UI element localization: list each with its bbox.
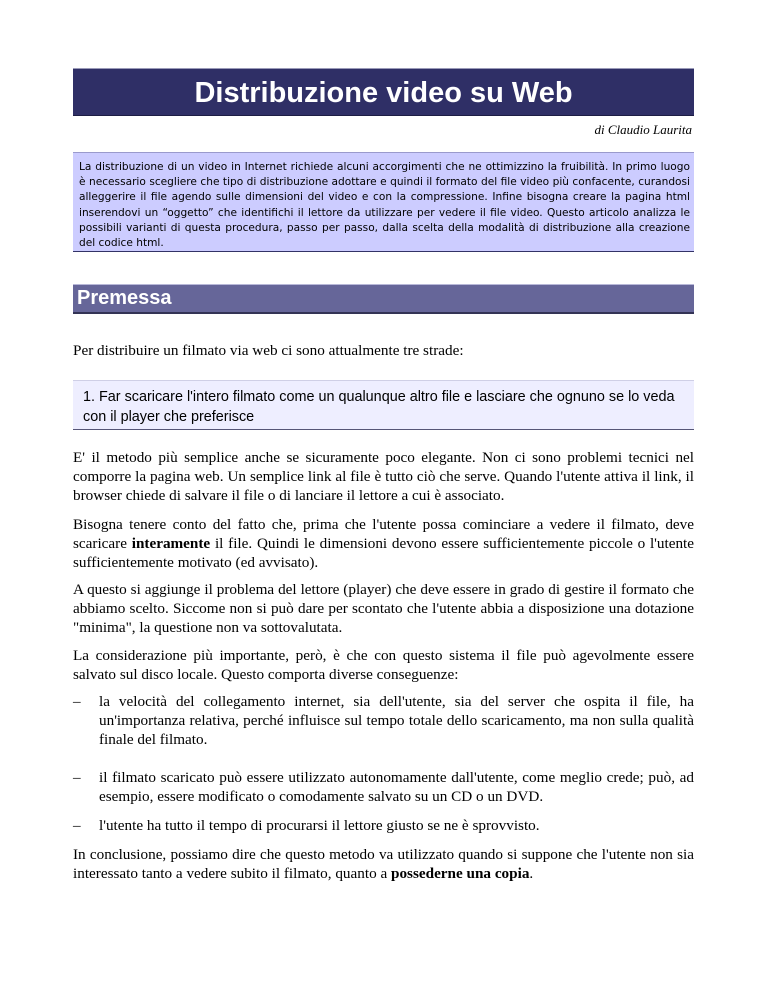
author-byline: di Claudio Laurita (594, 122, 692, 137)
paragraph-text: . (529, 865, 534, 882)
emphasis-text: possederne una copia (391, 865, 530, 882)
paragraph-method-description: E' il metodo più semplice anche se sicuramente poco elegante. Non ci sono problemi tecnici nel comporre la pagina web. Un semplice link al file è tutto ciò che serve. Quando l'utente attiva il link, il browser chiede di salvare il file o di lanciare il lettore a cui è associato. (73, 449, 694, 504)
paragraph-conclusion (73, 845, 694, 883)
paragraph-text: Bisogna tenere conto del fatto che, prima che l'utente possa cominciare a vedere il filmato, deve scaricare (73, 516, 694, 552)
list-item-text: l'utente ha tutto il tempo di procurarsi il lettore giusto se ne è sprovvisto. (99, 817, 540, 834)
abstract-box: La distribuzione di un video in Internet richiede alcuni accorgimenti che ne ottimizzino la fruibilità. In primo luogo è necessario scegliere che tipo di distribuzione adottare e quindi il formato del file video più confacente, curandosi alleggerire il file agendo sulle dimensioni del video e con la compressione. Infine bisogna creare la pagina html inserendovi un “oggetto” che identifichi il lettore da utilizzare per vedere il file video. Questo articolo analizza le possibili varianti di questa procedura, passo per passo, dalla scelta della modalità di distribuzione alla creazione del codice html. (73, 152, 694, 252)
emphasis-text: interamente (131, 535, 211, 552)
method-callout-box: 1. Far scaricare l'intero filmato come un qualunque altro file e lasciare che ognuno se lo veda con il player che preferisce (73, 380, 694, 430)
list-item-text: la velocità del collegamento internet, sia dell'utente, sia del server che ospita il file, ha un'importanza relativa, perché influisce sul tempo totale dello scaricamento, ma non sulla qualità finale del filmato. (99, 693, 694, 748)
bullet-marker: – (73, 817, 81, 834)
section-heading-premessa: Premessa (73, 284, 694, 314)
paragraph-player-problem: A questo si aggiunge il problema del lettore (player) che deve essere in grado di gestire il formato che abbiamo scelto. Siccome non si può dare per scontato che l'utente abbia a disposizione una dotazione "minima", la questione non va sottovalutata. (73, 581, 694, 636)
list-item-text: il filmato scaricato può essere utilizzato autonomamente dall'utente, come meglio crede; può, ad esempio, essere modificato o comodamente salvato su un CD o un DVD. (99, 769, 694, 805)
paragraph-local-save: La considerazione più importante, però, è che con questo sistema il file può agevolmente essere salvato sul disco locale. Questo comporta diverse conseguenze: (73, 647, 694, 683)
intro-paragraph: Per distribuire un filmato via web ci sono attualmente tre strade: (73, 342, 464, 359)
bullet-marker: – (73, 769, 81, 786)
paragraph-download-requirement (73, 515, 694, 572)
paragraph-text: il file. Quindi le dimensioni devono essere sufficientemente piccole o l'utente sufficientemente motivato (ed avvisato). (73, 535, 695, 571)
paragraph-text: In conclusione, possiamo dire che questo metodo va utilizzato quando si suppone che l'utente non sia interessato tanto a vedere subito il filmato, quanto a (73, 846, 694, 882)
document-title: Distribuzione video su Web (73, 68, 694, 116)
bullet-marker: – (73, 693, 81, 710)
